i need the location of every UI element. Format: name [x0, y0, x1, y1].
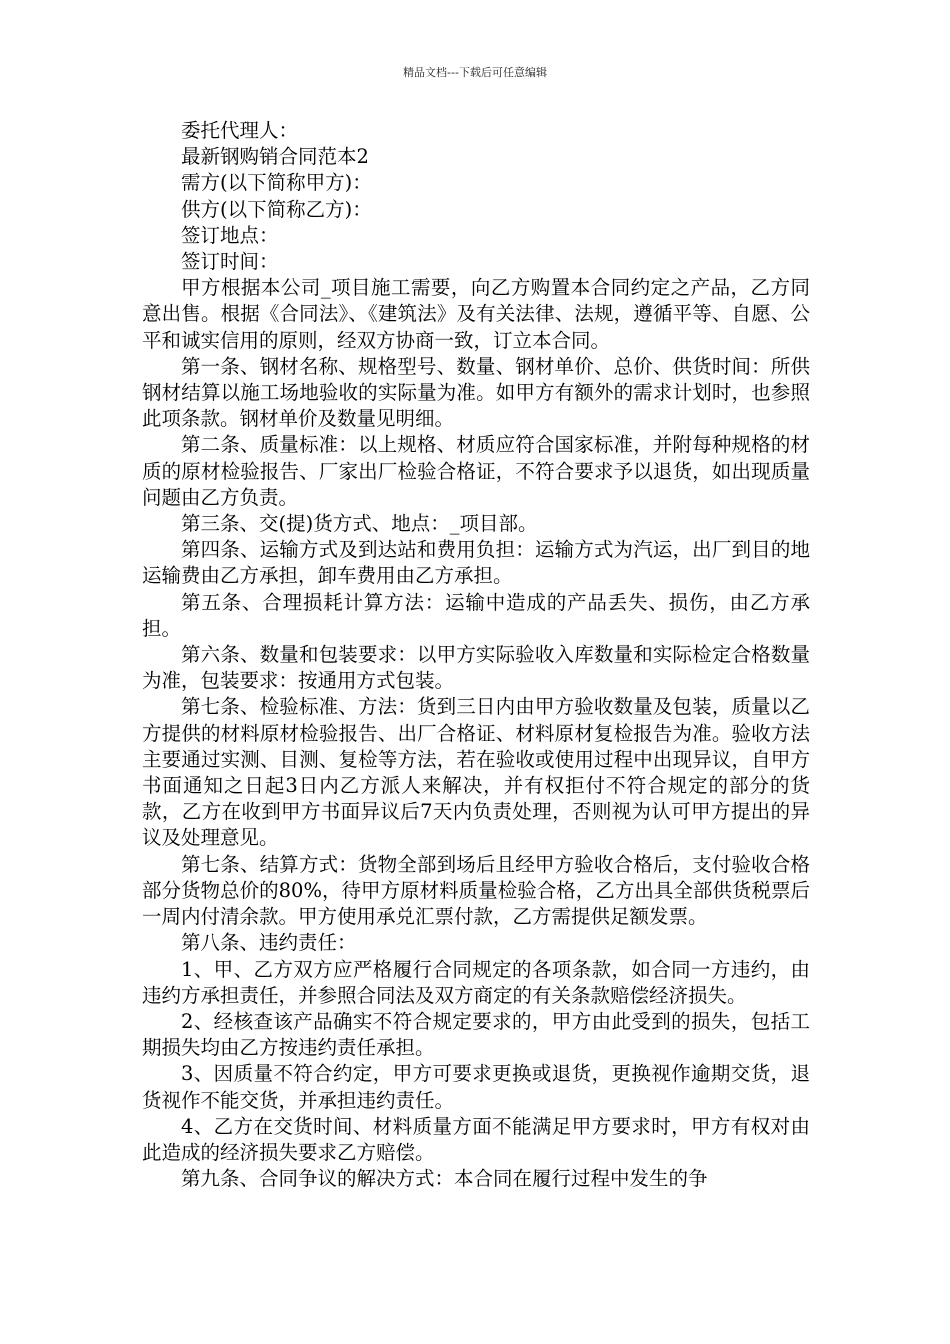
paragraph-seller: 供方(以下简称乙方)：	[181, 197, 372, 221]
paragraph-clause-3: 3、因质量不符合约定，甲方可要求更换或退货，更换视作逾期交货，退货视作不能交货，并承担违约责任。	[142, 1062, 810, 1112]
paragraph-article-8: 第八条、违约责任：	[181, 931, 357, 955]
paragraph-article-4: 第四条、运输方式及到达站和费用负担：运输方式为汽运，出厂到目的地运输费由乙方承担，卸车费用由乙方承担。	[142, 538, 810, 588]
paragraph-article-5: 第五条、合理损耗计算方法：运输中造成的产品丢失、损伤，由乙方承担。	[142, 590, 810, 640]
contract-body	[142, 118, 810, 1192]
page-header: 精品文档---下载后可任意编辑	[403, 66, 547, 79]
paragraph-title: 最新钢购销合同范本2	[181, 145, 369, 169]
paragraph-clause-4: 4、乙方在交货时间、材料质量方面不能满足甲方要求时，甲方有权对由此造成的经济损失要求乙方赔偿。	[142, 1114, 810, 1164]
paragraph-article-1: 第一条、钢材名称、规格型号、数量、钢材单价、总价、供货时间：所供钢材结算以施工场地验收的实际量为准。如甲方有额外的需求计划时，也参照此项条款。钢材单价及数量见明细。	[142, 354, 810, 431]
paragraph-article-3: 第三条、交(提)货方式、地点：_项目部。	[181, 512, 538, 536]
paragraph-article-7-inspection: 第七条、检验标准、方法：货到三日内由甲方验收数量及包装，质量以乙方提供的材料原材检验报告、出厂合格证、材料原材复检报告为准。验收方法主要通过实测、目测、复检等方法，若在验收或使用过程中出现异议，自甲方书面通知之日起3日内乙方派人来解决，并有权拒付不符合规定的部分的货款，乙方在收到甲方书面异议后7天内负责处理，否则视为认可甲方提出的异议及处理意见。	[142, 695, 810, 850]
paragraph-buyer: 需方(以下简称甲方)：	[181, 171, 372, 195]
paragraph-agent: 委托代理人：	[181, 119, 299, 142]
paragraph-article-6: 第六条、数量和包装要求：以甲方实际验收入库数量和实际检定合格数量为准，包装要求：按通用方式包装。	[142, 643, 810, 693]
paragraph-preamble: 甲方根据本公司_项目施工需要，向乙方购置本合同约定之产品，乙方同意出售。根据《合同法》、《建筑法》及有关法律、法规，遵循平等、自愿、公平和诚实信用的原则，经双方协商一致，订立本合同。	[142, 276, 810, 352]
paragraph-clause-1: 1、甲、乙方双方应严格履行合同规定的各项条款，如合同一方违约，由违约方承担责任，并参照合同法及双方商定的有关条款赔偿经济损失。	[142, 957, 810, 1007]
paragraph-article-9: 第九条、合同争议的解决方式：本合同在履行过程中发生的争	[181, 1167, 708, 1191]
paragraph-sign-place: 签订地点：	[181, 223, 279, 247]
paragraph-article-7-settlement: 第七条、结算方式：货物全部到场后且经甲方验收合格后，支付验收合格部分货物总价的80%，待甲方原材料质量检验合格，乙方出具全部供货税票后一周内付清余款。甲方使用承兑汇票付款，乙方需提供足额发票。	[142, 852, 810, 929]
paragraph-sign-time: 签订时间：	[181, 250, 279, 274]
paragraph-clause-2: 2、经核查该产品确实不符合规定要求的，甲方由此受到的损失，包括工期损失均由乙方按违约责任承担。	[142, 1009, 810, 1060]
paragraph-article-2: 第二条、质量标准：以上规格、材质应符合国家标准，并附每种规格的材质的原材检验报告、厂家出厂检验合格证，不符合要求予以退货，如出现质量问题由乙方负责。	[142, 433, 810, 509]
